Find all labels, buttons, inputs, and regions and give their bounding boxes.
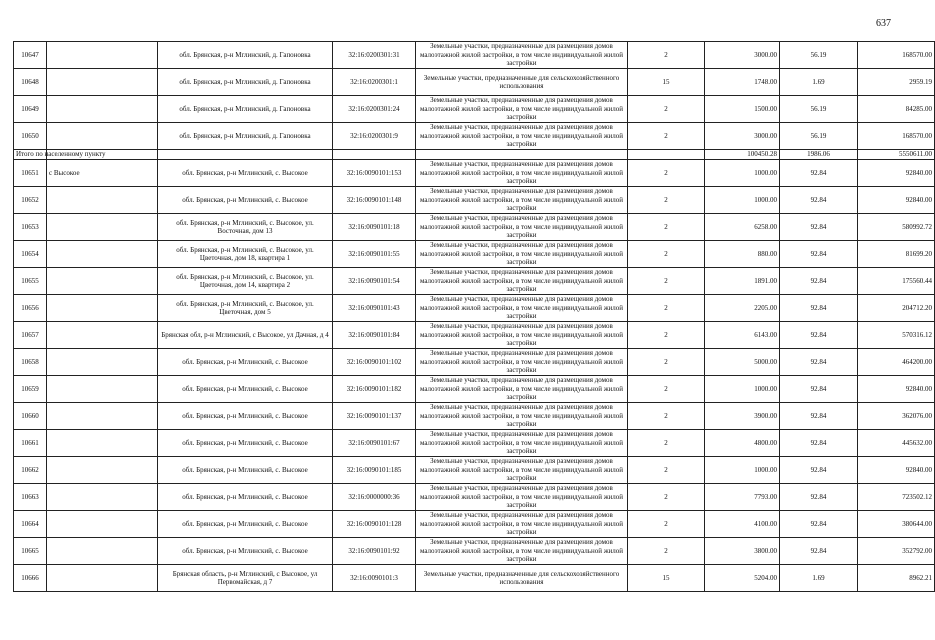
- group-code-cell: 2: [628, 241, 705, 268]
- cadastral-number-cell: [333, 150, 416, 160]
- table-row: [14, 160, 935, 187]
- specific-value-cell: 92.84: [780, 403, 858, 430]
- land-use-type-cell: Земельные участки, предназначенные для размещения домов малоэтажной жилой застройки, в том числе индивидуальной жилой застройки: [416, 42, 628, 69]
- cadastral-value-cell: 92840.00: [858, 376, 935, 403]
- row-number-cell: 10656: [14, 295, 47, 322]
- land-use-type-cell: Земельные участки, предназначенные для сельскохозяйственного использования: [416, 565, 628, 592]
- land-use-type-cell: Земельные участки, предназначенные для размещения домов малоэтажной жилой застройки, в том числе индивидуальной жилой застройки: [416, 538, 628, 565]
- address-cell: обл. Брянская, р-н Мглинский, с. Высокое: [158, 376, 333, 403]
- address-cell: Брянская обл, р-н Мглинский, с Высокое, ул Дачная, д 4: [158, 322, 333, 349]
- table-row: [14, 42, 935, 69]
- cadastral-value-cell: 352792.00: [858, 538, 935, 565]
- land-use-type-cell: Земельные участки, предназначенные для размещения домов малоэтажной жилой застройки, в том числе индивидуальной жилой застройки: [416, 214, 628, 241]
- settlement-name-cell: [47, 96, 158, 123]
- row-number-cell: 10649: [14, 96, 47, 123]
- cadastral-value-cell: 175560.44: [858, 268, 935, 295]
- address-cell: обл. Брянская, р-н Мглинский, с. Высокое: [158, 511, 333, 538]
- land-use-type-cell: Земельные участки, предназначенные для размещения домов малоэтажной жилой застройки, в том числе индивидуальной жилой застройки: [416, 268, 628, 295]
- settlement-name-cell: [47, 457, 158, 484]
- cadastral-value-cell: 92840.00: [858, 457, 935, 484]
- specific-value-cell: 92.84: [780, 268, 858, 295]
- specific-value-cell: 92.84: [780, 484, 858, 511]
- group-code-cell: 2: [628, 322, 705, 349]
- address-cell: обл. Брянская, р-н Мглинский, с. Высокое: [158, 538, 333, 565]
- row-number-cell: 10661: [14, 430, 47, 457]
- row-number-cell: 10666: [14, 565, 47, 592]
- address-cell: обл. Брянская, р-н Мглинский, с. Высокое, ул. Цветочная, дом 18, квартира 1: [158, 241, 333, 268]
- row-number-cell: 10652: [14, 187, 47, 214]
- address-cell: обл. Брянская, р-н Мглинский, с. Высокое, ул. Цветочная, дом 5: [158, 295, 333, 322]
- row-number-cell: 10657: [14, 322, 47, 349]
- cadastral-number-cell: 32:16:0090101:92: [333, 538, 416, 565]
- settlement-name-cell: [47, 42, 158, 69]
- cadastral-value-cell: 362076.00: [858, 403, 935, 430]
- land-use-type-cell: Земельные участки, предназначенные для размещения домов малоэтажной жилой застройки, в том числе индивидуальной жилой застройки: [416, 160, 628, 187]
- cadastral-value-cell: 168570.00: [858, 123, 935, 150]
- table-row: [14, 96, 935, 123]
- specific-value-cell: 92.84: [780, 430, 858, 457]
- address-cell: обл. Брянская, р-н Мглинский, с. Высокое: [158, 430, 333, 457]
- group-code-cell: 15: [628, 565, 705, 592]
- settlement-name-cell: [47, 123, 158, 150]
- cadastral-value-cell: 5550611.00: [858, 150, 935, 160]
- area-value-cell: 3000.00: [705, 42, 780, 69]
- settlement-name-cell: [47, 430, 158, 457]
- row-number-cell: 10660: [14, 403, 47, 430]
- group-code-cell: 2: [628, 214, 705, 241]
- group-code-cell: 2: [628, 403, 705, 430]
- table-row: [14, 430, 935, 457]
- cadastral-number-cell: 32:16:0090101:43: [333, 295, 416, 322]
- specific-value-cell: 92.84: [780, 295, 858, 322]
- group-code-cell: 2: [628, 268, 705, 295]
- row-number-cell: Итого по населенному пункту: [14, 150, 47, 160]
- group-code-cell: 2: [628, 123, 705, 150]
- cadastral-value-cell: 92840.00: [858, 187, 935, 214]
- address-cell: обл. Брянская, р-н Мглинский, д. Гапоновка: [158, 123, 333, 150]
- specific-value-cell: 92.84: [780, 376, 858, 403]
- row-number-cell: 10647: [14, 42, 47, 69]
- table-row: [14, 484, 935, 511]
- area-value-cell: 7793.00: [705, 484, 780, 511]
- settlement-name-cell: с Высокое: [47, 160, 158, 187]
- table-row: [14, 187, 935, 214]
- cadastral-value-cell: 580992.72: [858, 214, 935, 241]
- address-cell: Брянская область, р-н Мглинский, с Высокое, ул Первомайская, д 7: [158, 565, 333, 592]
- table-row: [14, 268, 935, 295]
- page-number: 637: [876, 18, 891, 29]
- cadastral-number-cell: 32:16:0200301:9: [333, 123, 416, 150]
- table-row: [14, 457, 935, 484]
- table-row: [14, 511, 935, 538]
- address-cell: обл. Брянская, р-н Мглинский, с. Высокое, ул. Восточная, дом 13: [158, 214, 333, 241]
- area-value-cell: 880.00: [705, 241, 780, 268]
- table-row: [14, 69, 935, 96]
- area-value-cell: 1000.00: [705, 160, 780, 187]
- cadastral-number-cell: 32:16:0090101:54: [333, 268, 416, 295]
- group-code-cell: 2: [628, 295, 705, 322]
- row-number-cell: 10658: [14, 349, 47, 376]
- cadastral-number-cell: 32:16:0090101:153: [333, 160, 416, 187]
- cadastral-number-cell: 32:16:0200301:31: [333, 42, 416, 69]
- group-code-cell: 2: [628, 96, 705, 123]
- specific-value-cell: 92.84: [780, 511, 858, 538]
- address-cell: обл. Брянская, р-н Мглинский, с. Высокое: [158, 160, 333, 187]
- group-code-cell: 2: [628, 376, 705, 403]
- land-use-type-cell: Земельные участки, предназначенные для размещения домов малоэтажной жилой застройки, в том числе индивидуальной жилой застройки: [416, 187, 628, 214]
- settlement-name-cell: [47, 69, 158, 96]
- cadastral-value-cell: 570316.12: [858, 322, 935, 349]
- cadastral-value-cell: 168570.00: [858, 42, 935, 69]
- cadastral-number-cell: 32:16:0200301:24: [333, 96, 416, 123]
- land-use-type-cell: Земельные участки, предназначенные для размещения домов малоэтажной жилой застройки, в том числе индивидуальной жилой застройки: [416, 295, 628, 322]
- table-row: [14, 565, 935, 592]
- row-number-cell: 10653: [14, 214, 47, 241]
- cadastral-number-cell: 32:16:0090101:55: [333, 241, 416, 268]
- area-value-cell: 5204.00: [705, 565, 780, 592]
- cadastral-number-cell: 32:16:0200301:1: [333, 69, 416, 96]
- group-code-cell: 2: [628, 187, 705, 214]
- table-row: [14, 214, 935, 241]
- specific-value-cell: 56.19: [780, 42, 858, 69]
- area-value-cell: 100450.28: [705, 150, 780, 160]
- land-use-type-cell: Земельные участки, предназначенные для размещения домов малоэтажной жилой застройки, в том числе индивидуальной жилой застройки: [416, 511, 628, 538]
- cadastral-value-cell: 723502.12: [858, 484, 935, 511]
- row-number-cell: 10659: [14, 376, 47, 403]
- table-row: [14, 376, 935, 403]
- address-cell: обл. Брянская, р-н Мглинский, д. Гапоновка: [158, 42, 333, 69]
- land-use-type-cell: Земельные участки, предназначенные для размещения домов малоэтажной жилой застройки, в том числе индивидуальной жилой застройки: [416, 241, 628, 268]
- settlement-name-cell: [47, 376, 158, 403]
- address-cell: обл. Брянская, р-н Мглинский, с. Высокое, ул. Цветочная, дом 14, квартира 2: [158, 268, 333, 295]
- group-code-cell: [628, 150, 705, 160]
- group-code-cell: 2: [628, 538, 705, 565]
- cadastral-value-cell: 204712.20: [858, 295, 935, 322]
- group-code-cell: 2: [628, 349, 705, 376]
- specific-value-cell: 92.84: [780, 241, 858, 268]
- cadastral-number-cell: 32:16:0090101:102: [333, 349, 416, 376]
- cadastral-number-cell: 32:16:0090101:18: [333, 214, 416, 241]
- area-value-cell: 2205.00: [705, 295, 780, 322]
- settlement-name-cell: [47, 268, 158, 295]
- area-value-cell: 4800.00: [705, 430, 780, 457]
- land-use-type-cell: Земельные участки, предназначенные для размещения домов малоэтажной жилой застройки, в том числе индивидуальной жилой застройки: [416, 403, 628, 430]
- address-cell: обл. Брянская, р-н Мглинский, с. Высокое: [158, 484, 333, 511]
- settlement-name-cell: [47, 322, 158, 349]
- cadastral-value-cell: 8962.21: [858, 565, 935, 592]
- area-value-cell: 6258.00: [705, 214, 780, 241]
- settlement-name-cell: [47, 565, 158, 592]
- land-use-type-cell: Земельные участки, предназначенные для размещения домов малоэтажной жилой застройки, в том числе индивидуальной жилой застройки: [416, 430, 628, 457]
- address-cell: обл. Брянская, р-н Мглинский, д. Гапоновка: [158, 69, 333, 96]
- address-cell: обл. Брянская, р-н Мглинский, с. Высокое: [158, 403, 333, 430]
- specific-value-cell: 92.84: [780, 349, 858, 376]
- group-code-cell: 2: [628, 484, 705, 511]
- settlement-name-cell: [47, 214, 158, 241]
- area-value-cell: 1000.00: [705, 187, 780, 214]
- address-cell: обл. Брянская, р-н Мглинский, с. Высокое: [158, 457, 333, 484]
- cadastral-number-cell: 32:16:0090101:182: [333, 376, 416, 403]
- specific-value-cell: 92.84: [780, 160, 858, 187]
- area-value-cell: 4100.00: [705, 511, 780, 538]
- specific-value-cell: 92.84: [780, 538, 858, 565]
- area-value-cell: 3900.00: [705, 403, 780, 430]
- cadastral-number-cell: 32:16:0090101:148: [333, 187, 416, 214]
- specific-value-cell: 92.84: [780, 322, 858, 349]
- address-cell: обл. Брянская, р-н Мглинский, с. Высокое: [158, 349, 333, 376]
- row-number-cell: 10651: [14, 160, 47, 187]
- area-value-cell: 1000.00: [705, 376, 780, 403]
- cadastral-number-cell: 32:16:0000000:36: [333, 484, 416, 511]
- land-use-type-cell: Земельные участки, предназначенные для размещения домов малоэтажной жилой застройки, в том числе индивидуальной жилой застройки: [416, 457, 628, 484]
- land-use-type-cell: Земельные участки, предназначенные для размещения домов малоэтажной жилой застройки, в том числе индивидуальной жилой застройки: [416, 96, 628, 123]
- group-code-cell: 2: [628, 160, 705, 187]
- row-number-cell: 10650: [14, 123, 47, 150]
- cadastral-number-cell: 32:16:0090101:185: [333, 457, 416, 484]
- area-value-cell: 5000.00: [705, 349, 780, 376]
- area-value-cell: 1891.00: [705, 268, 780, 295]
- row-number-cell: 10654: [14, 241, 47, 268]
- table-row: [14, 403, 935, 430]
- table-row: [14, 241, 935, 268]
- group-code-cell: 2: [628, 430, 705, 457]
- settlement-name-cell: [47, 295, 158, 322]
- cadastral-value-cell: 81699.20: [858, 241, 935, 268]
- settlement-name-cell: [47, 349, 158, 376]
- settlement-name-cell: [47, 241, 158, 268]
- settlement-name-cell: [47, 511, 158, 538]
- row-number-cell: 10655: [14, 268, 47, 295]
- cadastral-value-cell: 84285.00: [858, 96, 935, 123]
- table-row: [14, 538, 935, 565]
- address-cell: [158, 150, 333, 160]
- row-number-cell: 10663: [14, 484, 47, 511]
- cadastral-value-cell: 380644.00: [858, 511, 935, 538]
- specific-value-cell: 1986.06: [780, 150, 858, 160]
- group-code-cell: 2: [628, 42, 705, 69]
- land-use-type-cell: Земельные участки, предназначенные для сельскохозяйственного использования: [416, 69, 628, 96]
- row-number-cell: 10648: [14, 69, 47, 96]
- land-use-type-cell: Земельные участки, предназначенные для размещения домов малоэтажной жилой застройки, в том числе индивидуальной жилой застройки: [416, 376, 628, 403]
- address-cell: обл. Брянская, р-н Мглинский, с. Высокое: [158, 187, 333, 214]
- specific-value-cell: 92.84: [780, 187, 858, 214]
- cadastral-number-cell: 32:16:0090101:137: [333, 403, 416, 430]
- cadastral-number-cell: 32:16:0090101:128: [333, 511, 416, 538]
- area-value-cell: 3000.00: [705, 123, 780, 150]
- area-value-cell: 1748.00: [705, 69, 780, 96]
- specific-value-cell: 92.84: [780, 214, 858, 241]
- specific-value-cell: 56.19: [780, 123, 858, 150]
- row-number-cell: 10664: [14, 511, 47, 538]
- specific-value-cell: 92.84: [780, 457, 858, 484]
- table-row: [14, 123, 935, 150]
- land-use-type-cell: Земельные участки, предназначенные для размещения домов малоэтажной жилой застройки, в том числе индивидуальной жилой застройки: [416, 349, 628, 376]
- table-row: [14, 349, 935, 376]
- total-row: [14, 150, 935, 160]
- land-use-type-cell: [416, 150, 628, 160]
- row-number-cell: 10662: [14, 457, 47, 484]
- cadastral-value-cell: 2959.19: [858, 69, 935, 96]
- settlement-name-cell: [47, 538, 158, 565]
- specific-value-cell: 1.69: [780, 565, 858, 592]
- specific-value-cell: 56.19: [780, 96, 858, 123]
- address-cell: обл. Брянская, р-н Мглинский, д. Гапоновка: [158, 96, 333, 123]
- group-code-cell: 15: [628, 69, 705, 96]
- area-value-cell: 1000.00: [705, 457, 780, 484]
- table-row: [14, 322, 935, 349]
- land-use-type-cell: Земельные участки, предназначенные для размещения домов малоэтажной жилой застройки, в том числе индивидуальной жилой застройки: [416, 123, 628, 150]
- cadastral-number-cell: 32:16:0090101:67: [333, 430, 416, 457]
- land-use-type-cell: Земельные участки, предназначенные для размещения домов малоэтажной жилой застройки, в том числе индивидуальной жилой застройки: [416, 322, 628, 349]
- group-code-cell: 2: [628, 511, 705, 538]
- area-value-cell: 3800.00: [705, 538, 780, 565]
- cadastral-value-cell: 464200.00: [858, 349, 935, 376]
- area-value-cell: 6143.00: [705, 322, 780, 349]
- land-use-type-cell: Земельные участки, предназначенные для размещения домов малоэтажной жилой застройки, в том числе индивидуальной жилой застройки: [416, 484, 628, 511]
- settlement-name-cell: [47, 403, 158, 430]
- cadastral-value-cell: 92840.00: [858, 160, 935, 187]
- area-value-cell: 1500.00: [705, 96, 780, 123]
- table-row: [14, 295, 935, 322]
- cadastral-value-cell: 445632.00: [858, 430, 935, 457]
- settlement-name-cell: [47, 484, 158, 511]
- cadastral-number-cell: 32:16:0090101:84: [333, 322, 416, 349]
- cadastral-value-table: [13, 41, 935, 592]
- settlement-name-cell: [47, 187, 158, 214]
- cadastral-number-cell: 32:16:0090101:3: [333, 565, 416, 592]
- row-number-cell: 10665: [14, 538, 47, 565]
- group-code-cell: 2: [628, 457, 705, 484]
- specific-value-cell: 1.69: [780, 69, 858, 96]
